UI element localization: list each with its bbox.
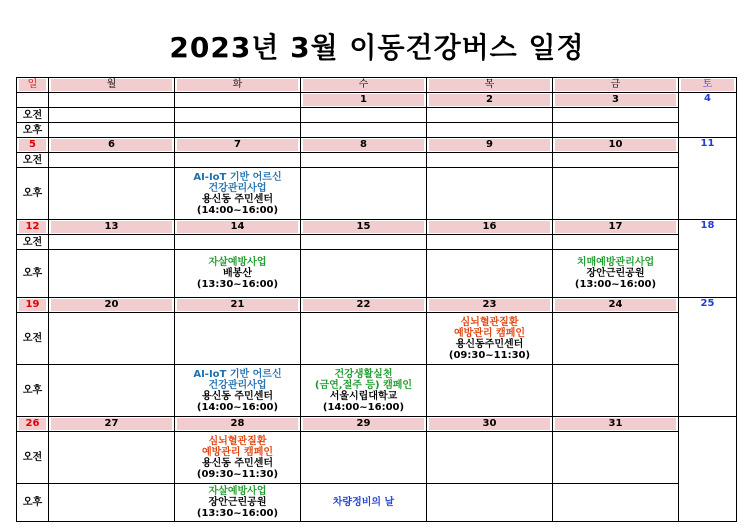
event-cell — [175, 250, 301, 298]
week1-date-row — [17, 93, 737, 108]
am-label: 오전 — [17, 108, 49, 123]
weekday-fri: 금 — [553, 78, 679, 93]
am-label: 오전 — [17, 432, 49, 484]
pm-label: 오후 — [17, 168, 49, 220]
page-title: 2023년 3월 이동건강버스 일정 — [169, 31, 585, 64]
event-time: (13:30~16:00) — [196, 279, 279, 290]
event-time: (14:00~16:00) — [196, 401, 279, 413]
week2-thu: 9 — [427, 138, 553, 153]
event-title: 차량정비의 날 — [332, 497, 395, 508]
event-title: 자살예방사업 — [208, 257, 267, 268]
week4-am-row — [17, 313, 737, 365]
week3-sat: 18 — [679, 220, 737, 298]
pm-label: 오후 — [17, 484, 49, 522]
week2-mon: 6 — [49, 138, 175, 153]
event-time: (09:30~11:30) — [448, 349, 531, 361]
event-place: 용신동 주민센터 — [201, 193, 274, 205]
pm-label: 오후 — [17, 250, 49, 298]
event-cell — [175, 365, 301, 417]
weekday-sat: 토 — [679, 78, 737, 93]
weekday-wed: 수 — [301, 78, 427, 93]
event-title: (금연,절주 등) 캠페인 — [314, 379, 413, 391]
event-title: 건강관리사업 — [208, 182, 267, 194]
week5-am-row — [17, 432, 737, 484]
week1-pm-row — [17, 123, 737, 138]
event-time: (09:30~11:30) — [196, 468, 279, 480]
week3-date-row — [17, 220, 737, 235]
week4-sun: 19 — [17, 298, 49, 313]
week5-fri: 31 — [553, 417, 679, 432]
weekday-sun: 일 — [17, 78, 49, 93]
week2-sat: 11 — [679, 138, 737, 220]
event-cell — [175, 432, 301, 484]
event-cell — [553, 250, 679, 298]
week5-tue: 28 — [175, 417, 301, 432]
event-cell — [301, 365, 427, 417]
event-title: 건강관리사업 — [208, 379, 267, 391]
event-cell — [301, 484, 427, 522]
weekday-thu: 목 — [427, 78, 553, 93]
event-place: 장안근린공원 — [586, 268, 645, 279]
week2-tue: 7 — [175, 138, 301, 153]
week3-fri: 17 — [553, 220, 679, 235]
am-label: 오전 — [17, 313, 49, 365]
event-place: 용신동 주민센터 — [201, 457, 274, 469]
event-place: 배봉산 — [223, 268, 252, 279]
week1-am-row — [17, 108, 737, 123]
week5-sat — [679, 417, 737, 522]
event-time: (14:00~16:00) — [322, 401, 405, 413]
event-title: 예방관리 캠페인 — [453, 327, 526, 339]
week1-thu: 2 — [427, 93, 553, 108]
week3-thu: 16 — [427, 220, 553, 235]
week4-sat: 25 — [679, 298, 737, 417]
event-cell — [427, 313, 553, 365]
event-place: 장안근린공원 — [208, 497, 267, 508]
week3-mon: 13 — [49, 220, 175, 235]
event-place: 용신동주민센터 — [455, 338, 524, 350]
week2-am-row — [17, 153, 737, 168]
pm-label: 오후 — [17, 365, 49, 417]
event-title: 건강생활실천 — [334, 368, 393, 380]
week2-pm-row — [17, 168, 737, 220]
week5-sun: 26 — [17, 417, 49, 432]
week2-date-row — [17, 138, 737, 153]
week4-tue: 21 — [175, 298, 301, 313]
event-time: (13:00~16:00) — [574, 279, 657, 290]
week4-pm-row — [17, 365, 737, 417]
event-title: AI-IoT 기반 어르신 — [193, 368, 282, 380]
week5-thu: 30 — [427, 417, 553, 432]
week2-sun: 5 — [17, 138, 49, 153]
weekday-tue: 화 — [175, 78, 301, 93]
week5-wed: 29 — [301, 417, 427, 432]
event-cell — [175, 484, 301, 522]
week1-sat: 4 — [679, 93, 737, 138]
week3-sun: 12 — [17, 220, 49, 235]
event-time: (13:30~16:00) — [196, 508, 279, 519]
week1-tue — [175, 93, 301, 108]
event-time: (14:00~16:00) — [196, 204, 279, 216]
event-cell — [175, 168, 301, 220]
event-place: 용신동 주민센터 — [201, 390, 274, 402]
week4-fri: 24 — [553, 298, 679, 313]
schedule-calendar — [16, 77, 737, 522]
week2-wed: 8 — [301, 138, 427, 153]
event-title: 심뇌혈관질환 — [460, 316, 519, 328]
week3-am-row — [17, 235, 737, 250]
week1-wed: 1 — [301, 93, 427, 108]
week5-date-row — [17, 417, 737, 432]
event-title: 자살예방사업 — [208, 486, 267, 497]
week2-fri: 10 — [553, 138, 679, 153]
weekday-mon: 월 — [49, 78, 175, 93]
week5-pm-row — [17, 484, 737, 522]
week1-mon — [49, 93, 175, 108]
am-label: 오전 — [17, 235, 49, 250]
event-title: 치매예방관리사업 — [576, 257, 655, 268]
week3-tue: 14 — [175, 220, 301, 235]
event-title: 예방관리 캠페인 — [201, 446, 274, 458]
am-label: 오전 — [17, 153, 49, 168]
week4-wed: 22 — [301, 298, 427, 313]
week4-thu: 23 — [427, 298, 553, 313]
week1-sun — [17, 93, 49, 108]
week4-mon: 20 — [49, 298, 175, 313]
weekday-header-row — [17, 78, 737, 93]
event-place: 서울시립대학교 — [329, 390, 398, 402]
pm-label: 오후 — [17, 123, 49, 138]
week1-fri: 3 — [553, 93, 679, 108]
event-title: AI-IoT 기반 어르신 — [193, 171, 282, 183]
week3-wed: 15 — [301, 220, 427, 235]
week3-pm-row — [17, 250, 737, 298]
event-title: 심뇌혈관질환 — [208, 435, 267, 447]
week4-date-row — [17, 298, 737, 313]
week5-mon: 27 — [49, 417, 175, 432]
